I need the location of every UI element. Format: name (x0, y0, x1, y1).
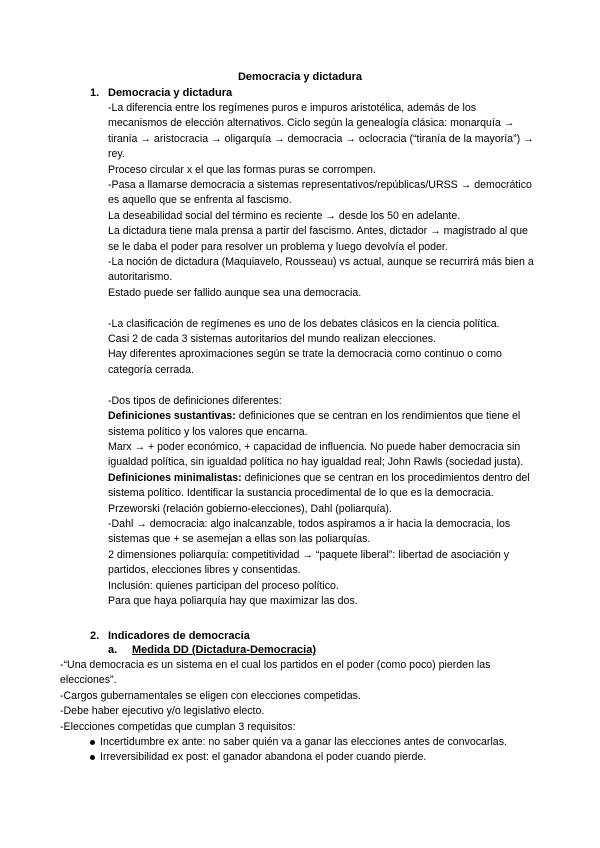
sustantivas-label: Definiciones sustantivas: (108, 410, 236, 423)
requirements-list (60, 735, 538, 766)
paragraph: Casi 2 de cada 3 sistemas autoritarios del mundo realizan elecciones. (108, 333, 436, 346)
list-item (60, 750, 538, 765)
sustantivas-text: definiciones que se centran en los rendimientos que tiene el sistema político y los valores que encarna. (108, 410, 521, 438)
sustantivas-definition (108, 409, 534, 440)
document-title: Democracia y dictadura (237, 71, 363, 83)
paragraph: Inclusión: quienes participan del proceso político. (108, 579, 339, 592)
paragraph: La dictadura tiene mala prensa a partir del fascismo. Antes, dictador → magistrado al que se le daba el poder para resolver un problema y luego devolvía el poder. (108, 225, 528, 253)
bullet-icon (90, 740, 95, 745)
paragraph: La deseabilidad social del término es reciente → desde los 50 en adelante. (108, 209, 461, 222)
paragraph: -La noción de dictadura (Maquiavelo, Rousseau) vs actual, aunque se recurrirá más bien a autoritarismo. (108, 256, 534, 284)
minimalistas-label: Definiciones minimalistas: (108, 471, 242, 484)
section-1-number: 1. (90, 87, 100, 99)
section-2-title: Indicadores de democracia (108, 630, 250, 642)
paragraph: -La clasificación de regímenes es uno de los debates clásicos en la ciencia política. (108, 317, 500, 330)
paragraph: -“Una democracia es un sistema en el cual los partidos en el poder (como poco) pierden las elecciones”. (60, 659, 491, 687)
list-item (60, 735, 538, 750)
paragraph: -Elecciones competidas que cumplan 3 requisitos: (60, 720, 296, 733)
paragraph: Estado puede ser fallido aunque sea una democracia. (108, 286, 362, 299)
section-1-heading (90, 86, 232, 100)
paragraph: -Dahl → democracia: algo inalcanzable, todos aspiramos a ir hacia la democracia, los sistemas que + se asemejan a ellas son las poliarquías. (108, 517, 511, 546)
section-1-body (108, 101, 534, 609)
paragraph: -Cargos gubernamentales se eligen con elecciones competidas. (60, 689, 361, 702)
section-2-number: 2. (90, 630, 100, 642)
paragraph: 2 dimensiones poliarquía: competitividad → “paquete liberal”: libertad de asociación y partidos, elecciones libres y consentidas. (108, 548, 510, 577)
list-item-text: Irreversibilidad ex post: el ganador abandona el poder cuando pierde. (100, 751, 427, 764)
subsection-a-title: Medida DD (Dictadura-Democracia) (132, 644, 316, 656)
subsection-a-heading (108, 643, 316, 657)
paragraph: -La diferencia entre los regímenes puros e impuros aristotélica, además de los mecanismos de elección alternativos. Ciclo según la genealogía clásica: monarquía → tiranía → aristocracia → oligarquía → democracia → oclocracia (“tiranía de la mayoría”) → rey. (108, 102, 534, 161)
paragraph: Hay diferentes aproximaciones según se trate la democracia como continuo o como categoría cerrada. (108, 348, 502, 376)
section-2-body (60, 658, 538, 735)
subsection-a-letter: a. (108, 644, 118, 656)
section-2-heading (90, 629, 250, 643)
paragraph: -Pasa a llamarse democracia a sistemas representativos/repúblicas/URSS → democrático es aquello que se enfrenta al fascismo. (108, 179, 532, 207)
minimalistas-definition (108, 471, 534, 502)
paragraph: Para que haya poliarquía hay que maximizar las dos. (108, 594, 358, 607)
paragraph: Marx → + poder económico, + capacidad de influencia. No puede haber democracia sin igualdad política, sin igualdad política no hay igualdad real; John Rawls (sociedad justa). (108, 440, 524, 469)
paragraph: Przeworski (relación gobierno-elecciones), Dahl (poliarquía). (108, 502, 392, 515)
section-1-title: Democracia y dictadura (108, 87, 233, 99)
paragraph: Proceso circular x el que las formas puras se corrompen. (108, 163, 376, 176)
minimalistas-text: definiciones que se centran en los procedimientos dentro del sistema político. Identificar la sustancia procedimental de lo que es la democracia. (108, 471, 530, 500)
paragraph: -Dos tipos de definiciones diferentes: (108, 394, 282, 407)
paragraph: -Debe haber ejecutivo y/o legislativo electo. (60, 705, 265, 718)
list-item-text: Incertidumbre ex ante: no saber quién va a ganar las elecciones antes de convocarlas. (100, 736, 507, 748)
